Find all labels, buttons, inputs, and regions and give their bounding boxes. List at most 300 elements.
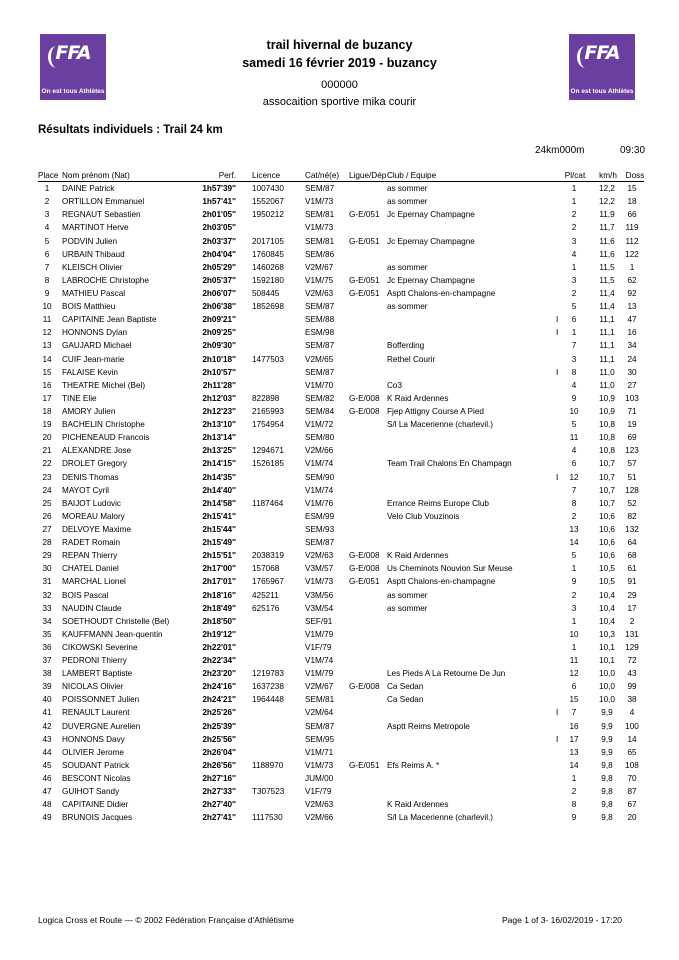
- result-club: Co3: [387, 380, 403, 390]
- result-perf: 2h10'18'': [202, 354, 236, 364]
- result-cat: V3M/57: [305, 564, 334, 574]
- result-doss: 82: [627, 511, 637, 521]
- result-doss: 15: [627, 184, 637, 194]
- result-name: CUIF Jean-marie: [62, 354, 125, 364]
- result-licence: 1460268: [252, 262, 284, 272]
- result-name: MARTINOT Herve: [62, 223, 129, 233]
- table-row: [0, 654, 679, 667]
- race-time: 09:30: [620, 145, 646, 156]
- result-place: 39: [42, 682, 52, 692]
- table-row: [0, 628, 679, 641]
- table-row: [0, 575, 679, 588]
- result-ligue: G-E/008: [349, 564, 380, 574]
- result-name: URBAIN Thibaud: [62, 249, 125, 259]
- result-cat: V1M/72: [305, 420, 334, 430]
- result-perf: 2h14'15'': [202, 459, 236, 469]
- result-cat: V2M/63: [305, 551, 334, 561]
- result-kmh: 10,4: [599, 603, 615, 613]
- result-kmh: 10,0: [599, 682, 615, 692]
- result-plcat: 9: [571, 577, 577, 587]
- result-doss: 43: [627, 669, 637, 679]
- result-perf: 2h03'05'': [202, 223, 236, 233]
- result-perf: 2h18'50'': [202, 616, 236, 626]
- result-club: as sommer: [387, 262, 428, 272]
- result-plcat: 6: [571, 315, 577, 325]
- result-kmh: 11,1: [599, 354, 615, 364]
- result-cat: V1M/71: [305, 747, 334, 757]
- result-plcat: 13: [569, 747, 579, 757]
- result-cat: V1F/79: [305, 787, 332, 797]
- result-licence: 1294671: [252, 446, 284, 456]
- result-perf: 2h27'41'': [202, 813, 236, 823]
- result-licence: 625176: [252, 603, 280, 613]
- result-name: REPAN Thierry: [62, 551, 118, 561]
- result-kmh: 10,0: [599, 669, 615, 679]
- result-name: PICHENEAUD Francois: [62, 433, 150, 443]
- result-cat: V1M/73: [305, 197, 334, 207]
- result-name: DAINE Patrick: [62, 184, 115, 194]
- result-kmh: 10,7: [599, 498, 615, 508]
- result-club: Efs Reims A. *: [387, 760, 440, 770]
- result-kmh: 10,6: [599, 524, 615, 534]
- result-doss: 112: [625, 236, 639, 246]
- result-licence: 1187464: [252, 498, 284, 508]
- result-kmh: 11,4: [599, 302, 615, 312]
- result-licence: 1852698: [252, 302, 284, 312]
- result-name: BACHELIN Christophe: [62, 420, 145, 430]
- result-cat: SEM/81: [305, 236, 335, 246]
- result-plcat: 11: [569, 433, 579, 443]
- col-club: Club / Equipe: [387, 171, 437, 180]
- result-licence: 1754954: [252, 420, 284, 430]
- result-cat: SEM/86: [305, 249, 335, 259]
- result-cat: V1M/74: [305, 656, 334, 666]
- result-perf: 2h04'04'': [202, 249, 236, 259]
- table-row: [0, 523, 679, 536]
- result-doss: 131: [625, 629, 639, 639]
- result-doss: 1: [629, 262, 635, 272]
- result-name: MATHIEU Pascal: [62, 288, 126, 298]
- result-doss: 14: [627, 734, 637, 744]
- result-doss: 129: [625, 642, 639, 652]
- result-plcat: 3: [571, 275, 577, 285]
- result-perf: 2h26'04'': [202, 747, 236, 757]
- result-perf: 2h25'56'': [202, 734, 236, 744]
- result-mark: I: [556, 472, 559, 482]
- result-place: 33: [42, 603, 52, 613]
- result-name: LABROCHE Christophe: [62, 275, 149, 285]
- result-cat: SEM/90: [305, 472, 335, 482]
- result-plcat: 10: [569, 629, 579, 639]
- table-row: [0, 444, 679, 457]
- logo-tagline: On est tous Athlètes: [570, 88, 634, 95]
- result-doss: 18: [627, 197, 637, 207]
- result-doss: 24: [627, 354, 637, 364]
- table-row: [0, 759, 679, 772]
- result-cat: V1M/70: [305, 380, 334, 390]
- result-cat: SEM/88: [305, 315, 335, 325]
- col-perf: Perf.: [218, 171, 236, 180]
- result-perf: 2h17'00'': [202, 564, 236, 574]
- result-licence: 1637238: [252, 682, 284, 692]
- result-plcat: 2: [571, 210, 577, 220]
- table-row: [0, 418, 679, 431]
- table-row: [0, 195, 679, 208]
- result-perf: 2h09'25'': [202, 328, 236, 338]
- result-club: Ca Sedan: [387, 682, 424, 692]
- col-kmh: km/h: [599, 171, 617, 180]
- result-club: as sommer: [387, 184, 428, 194]
- race-distance: 24km000m: [535, 145, 585, 156]
- result-name: CIKOWSKI Severine: [62, 642, 138, 652]
- result-doss: 92: [627, 288, 637, 298]
- result-doss: 64: [627, 538, 637, 548]
- result-plcat: 8: [571, 498, 577, 508]
- result-perf: 1h57'39'': [202, 184, 236, 194]
- result-place: 5: [44, 236, 50, 246]
- table-row: [0, 287, 679, 300]
- result-cat: V3M/56: [305, 590, 334, 600]
- result-club: Velo Club Vouzinois: [387, 511, 460, 521]
- table-row: [0, 693, 679, 706]
- result-place: 4: [44, 223, 50, 233]
- result-licence: 1950212: [252, 210, 284, 220]
- result-perf: 2h10'57'': [202, 367, 236, 377]
- table-row: [0, 235, 679, 248]
- result-plcat: 16: [569, 721, 579, 731]
- result-club: Jc Epernay Champagne: [387, 275, 475, 285]
- result-plcat: 2: [571, 787, 577, 797]
- result-licence: 2165993: [252, 406, 284, 416]
- result-plcat: 15: [569, 695, 579, 705]
- result-plcat: 11: [569, 656, 579, 666]
- result-licence: 1477503: [252, 354, 284, 364]
- result-doss: 2: [629, 616, 635, 626]
- table-row: [0, 798, 679, 811]
- result-cat: V2M/65: [305, 354, 334, 364]
- result-club: Les Pieds A La Retourne De Jun: [387, 669, 506, 679]
- result-name: BAIJOT Ludovic: [62, 498, 122, 508]
- result-kmh: 11,7: [599, 223, 615, 233]
- result-doss: 66: [627, 210, 637, 220]
- result-cat: V2M/66: [305, 446, 334, 456]
- result-perf: 2h12'03'': [202, 393, 236, 403]
- result-perf: 2h26'56'': [202, 760, 236, 770]
- table-row: [0, 366, 679, 379]
- result-club: Asptt Chalons-en-champagne: [387, 577, 496, 587]
- logo-mark: FFA: [55, 42, 91, 64]
- table-row: [0, 326, 679, 339]
- result-doss: 65: [627, 747, 637, 757]
- result-club: Rethel Courir: [387, 354, 436, 364]
- result-perf: 2h14'58'': [202, 498, 236, 508]
- result-doss: 103: [625, 393, 639, 403]
- result-kmh: 10,5: [599, 564, 615, 574]
- result-plcat: 7: [571, 708, 577, 718]
- result-kmh: 12,2: [599, 184, 615, 194]
- results-rows: [0, 182, 679, 824]
- result-club: Us Cheminots Nouvion Sur Meuse: [387, 564, 513, 574]
- result-doss: 19: [627, 420, 637, 430]
- result-club: Bofferding: [387, 341, 425, 351]
- result-name: SOUDANT Patrick: [62, 760, 130, 770]
- section-title: Résultats individuels : Trail 24 km: [38, 124, 223, 136]
- result-cat: V1M/76: [305, 498, 334, 508]
- result-perf: 2h13'14'': [202, 433, 236, 443]
- table-row: [0, 353, 679, 366]
- result-licence: 1760845: [252, 249, 284, 259]
- logo-mark: FFA: [584, 42, 620, 64]
- result-kmh: 9,8: [601, 760, 613, 770]
- result-perf: 2h25'39'': [202, 721, 236, 731]
- result-ligue: G-E/051: [349, 275, 380, 285]
- result-place: 20: [42, 433, 52, 443]
- result-kmh: 11,4: [599, 288, 615, 298]
- table-row: [0, 182, 679, 195]
- result-kmh: 11,9: [599, 210, 615, 220]
- result-club: Asptt Reims Metropole: [387, 721, 470, 731]
- result-club: S/l La Macerienne (charlevil.): [387, 813, 494, 823]
- result-cat: V1M/79: [305, 669, 334, 679]
- result-place: 49: [42, 813, 52, 823]
- result-place: 26: [42, 511, 52, 521]
- result-place: 43: [42, 734, 52, 744]
- result-cat: V3M/54: [305, 603, 334, 613]
- result-plcat: 1: [571, 184, 577, 194]
- result-name: HONNONS Dylan: [62, 328, 128, 338]
- result-doss: 4: [629, 708, 635, 718]
- result-kmh: 9,8: [601, 813, 613, 823]
- result-perf: 2h09'21'': [202, 315, 236, 325]
- result-cat: SEM/87: [305, 367, 335, 377]
- result-place: 12: [42, 328, 52, 338]
- result-place: 34: [42, 616, 52, 626]
- result-kmh: 11,5: [599, 275, 615, 285]
- result-place: 38: [42, 669, 52, 679]
- result-name: TINE Elie: [62, 393, 97, 403]
- result-doss: 16: [627, 328, 637, 338]
- table-row: [0, 484, 679, 497]
- table-row: [0, 510, 679, 523]
- result-licence: 822898: [252, 393, 280, 403]
- result-place: 7: [44, 262, 50, 272]
- result-cat: SEM/84: [305, 406, 335, 416]
- result-kmh: 11,1: [599, 315, 615, 325]
- result-plcat: 1: [571, 642, 577, 652]
- result-cat: V2M/63: [305, 288, 334, 298]
- result-place: 37: [42, 656, 52, 666]
- result-place: 35: [42, 629, 52, 639]
- result-plcat: 14: [569, 538, 579, 548]
- result-cat: V1M/73: [305, 223, 334, 233]
- table-row: [0, 300, 679, 313]
- result-club: Jc Epernay Champagne: [387, 236, 475, 246]
- result-doss: 20: [627, 813, 637, 823]
- result-name: RADET Romain: [62, 538, 121, 548]
- result-perf: 2h03'37'': [202, 236, 236, 246]
- result-plcat: 12: [569, 472, 579, 482]
- result-club: as sommer: [387, 603, 428, 613]
- result-perf: 2h17'01'': [202, 577, 236, 587]
- result-kmh: 11,1: [599, 328, 615, 338]
- result-club: as sommer: [387, 590, 428, 600]
- result-mark: I: [556, 708, 559, 718]
- result-place: 17: [42, 393, 52, 403]
- result-name: POISSONNET Julien: [62, 695, 140, 705]
- result-mark: I: [556, 328, 559, 338]
- result-plcat: 7: [571, 485, 577, 495]
- result-plcat: 7: [571, 341, 577, 351]
- result-place: 27: [42, 524, 52, 534]
- result-plcat: 4: [571, 380, 577, 390]
- result-place: 40: [42, 695, 52, 705]
- result-place: 30: [42, 564, 52, 574]
- col-name: Nom prénom (Nat): [62, 171, 130, 180]
- result-name: BOIS Matthieu: [62, 302, 116, 312]
- result-place: 22: [42, 459, 52, 469]
- result-place: 44: [42, 747, 52, 757]
- result-cat: V1M/73: [305, 760, 334, 770]
- result-perf: 2h14'40'': [202, 485, 236, 495]
- result-place: 19: [42, 420, 52, 430]
- result-cat: SEM/81: [305, 210, 335, 220]
- result-kmh: 9,9: [601, 721, 613, 731]
- result-plcat: 17: [569, 734, 579, 744]
- result-mark: I: [556, 367, 559, 377]
- result-plcat: 8: [571, 800, 577, 810]
- result-kmh: 9,9: [601, 747, 613, 757]
- result-name: DELVOYE Maxime: [62, 524, 132, 534]
- result-plcat: 2: [571, 590, 577, 600]
- result-plcat: 9: [571, 393, 577, 403]
- result-plcat: 6: [571, 459, 577, 469]
- result-doss: 70: [627, 774, 637, 784]
- result-doss: 57: [627, 459, 637, 469]
- result-place: 24: [42, 485, 52, 495]
- col-place: Place: [38, 171, 59, 180]
- result-perf: 2h05'29'': [202, 262, 236, 272]
- result-plcat: 1: [571, 328, 577, 338]
- result-place: 1: [44, 184, 50, 194]
- result-perf: 2h09'30'': [202, 341, 236, 351]
- table-row: [0, 339, 679, 352]
- result-licence: 2038319: [252, 551, 284, 561]
- result-name: OLIVIER Jerome: [62, 747, 124, 757]
- result-kmh: 10,6: [599, 511, 615, 521]
- result-plcat: 5: [571, 551, 577, 561]
- result-club: S/l La Macerienne (charlevil.): [387, 420, 494, 430]
- result-kmh: 10,8: [599, 433, 615, 443]
- result-kmh: 10,7: [599, 485, 615, 495]
- result-name: BOIS Pascal: [62, 590, 109, 600]
- result-kmh: 10,6: [599, 551, 615, 561]
- result-licence: 1526185: [252, 459, 284, 469]
- table-row: [0, 746, 679, 759]
- result-place: 36: [42, 642, 52, 652]
- result-doss: 71: [627, 406, 637, 416]
- result-kmh: 9,8: [601, 787, 613, 797]
- result-cat: SEM/82: [305, 393, 335, 403]
- result-doss: 30: [627, 367, 637, 377]
- result-perf: 2h13'25'': [202, 446, 236, 456]
- result-plcat: 5: [571, 302, 577, 312]
- result-ligue: G-E/008: [349, 551, 380, 561]
- result-doss: 100: [625, 721, 639, 731]
- result-plcat: 6: [571, 682, 577, 692]
- col-licence: Licence: [252, 171, 281, 180]
- result-cat: SEM/81: [305, 695, 335, 705]
- result-kmh: 10,8: [599, 420, 615, 430]
- table-row: [0, 811, 679, 824]
- result-kmh: 10,3: [599, 629, 615, 639]
- result-cat: V1F/79: [305, 642, 332, 652]
- result-club: Ca Sedan: [387, 695, 424, 705]
- result-perf: 2h25'26'': [202, 708, 236, 718]
- result-doss: 72: [627, 656, 637, 666]
- header-divider: [38, 181, 644, 182]
- result-doss: 27: [627, 380, 637, 390]
- result-place: 23: [42, 472, 52, 482]
- result-plcat: 14: [569, 760, 579, 770]
- result-club: Asptt Chalons-en-champagne: [387, 288, 496, 298]
- result-perf: 2h11'28'': [202, 380, 236, 390]
- result-licence: 425211: [252, 590, 279, 600]
- result-club: Fjep Attigny Course A Pied: [387, 406, 484, 416]
- result-place: 10: [42, 302, 52, 312]
- result-name: CAPITAINE Jean Baptiste: [62, 315, 157, 325]
- result-perf: 2h06'07'': [202, 288, 236, 298]
- result-mark: I: [556, 315, 559, 325]
- result-place: 45: [42, 760, 52, 770]
- table-row: [0, 497, 679, 510]
- result-name: DUVERGNE Aurelien: [62, 721, 141, 731]
- result-licence: 1592180: [252, 275, 284, 285]
- result-cat: V2M/67: [305, 262, 334, 272]
- result-perf: 1h57'41'': [202, 197, 236, 207]
- table-row: [0, 313, 679, 326]
- result-kmh: 11,0: [599, 367, 615, 377]
- result-doss: 87: [627, 787, 637, 797]
- result-kmh: 11,6: [599, 236, 615, 246]
- result-licence: 1117530: [252, 813, 283, 823]
- result-kmh: 10,1: [599, 656, 615, 666]
- result-cat: SEM/87: [305, 721, 335, 731]
- result-licence: T307523: [252, 787, 285, 797]
- result-kmh: 10,7: [599, 472, 615, 482]
- result-name: FALAISE Kevin: [62, 367, 118, 377]
- result-plcat: 3: [571, 236, 577, 246]
- result-place: 47: [42, 787, 52, 797]
- table-row: [0, 392, 679, 405]
- result-ligue: G-E/008: [349, 682, 380, 692]
- result-doss: 91: [627, 577, 637, 587]
- result-perf: 2h14'35'': [202, 472, 236, 482]
- result-kmh: 11,6: [599, 249, 615, 259]
- result-place: 42: [42, 721, 52, 731]
- result-name: MARCHAL Lionel: [62, 577, 126, 587]
- table-row: [0, 221, 679, 234]
- result-name: CAPITAINE Didier: [62, 800, 129, 810]
- result-doss: 13: [627, 302, 637, 312]
- result-name: PODVIN Julien: [62, 236, 118, 246]
- result-name: NAUDIN Claude: [62, 603, 122, 613]
- result-plcat: 8: [571, 367, 577, 377]
- result-club: Jc Epernay Champagne: [387, 210, 475, 220]
- table-row: [0, 641, 679, 654]
- result-perf: 2h27'16'': [202, 774, 236, 784]
- result-place: 41: [42, 708, 52, 718]
- result-doss: 51: [627, 472, 637, 482]
